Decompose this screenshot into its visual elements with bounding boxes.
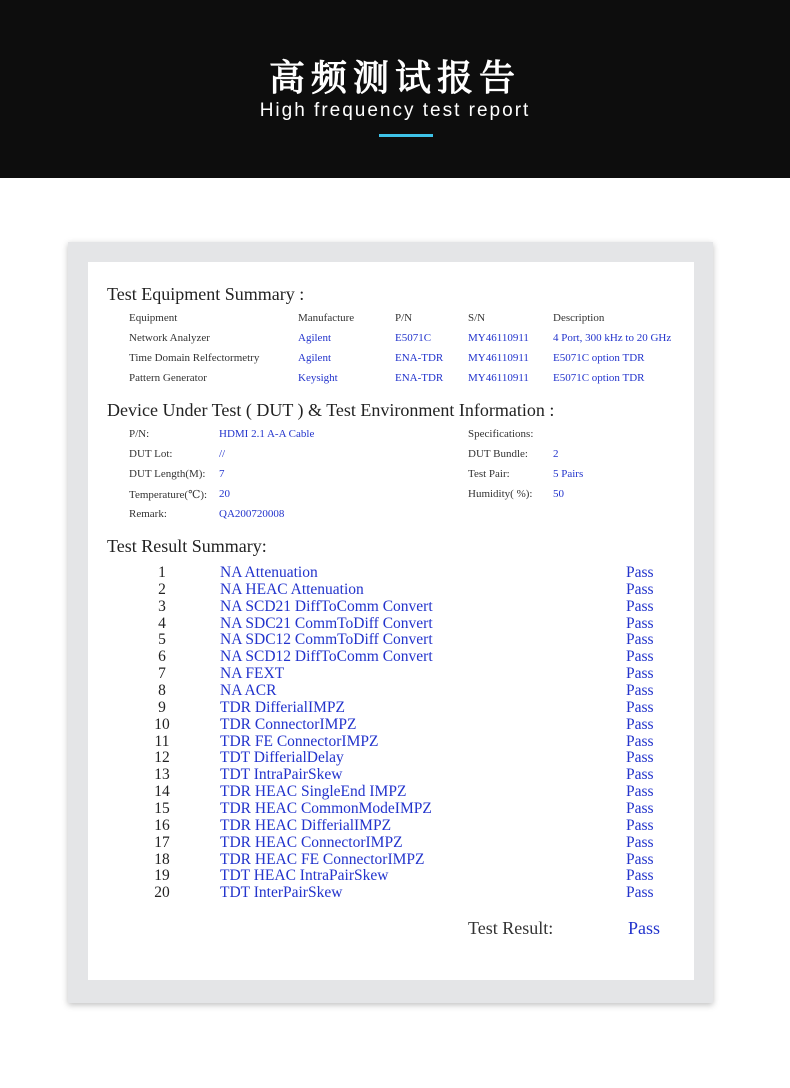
equipment-row-1-description: 4 Port, 300 kHz to 20 GHz [553, 332, 672, 344]
dut-lot-value: // [219, 448, 226, 460]
equipment-row-1-name: Network Analyzer [129, 332, 210, 344]
result-test-name: NA HEAC Attenuation [220, 580, 364, 598]
equipment-row-2-description: E5071C option TDR [553, 352, 645, 364]
page-title-cn: 高频测试报告 [268, 58, 521, 99]
equipment-row-1-sn: MY46110911 [468, 332, 529, 344]
result-number: 15 [154, 799, 170, 817]
result-number: 7 [158, 665, 166, 683]
result-number: 4 [158, 614, 166, 632]
dut-temperature-label: Temperature(℃): [129, 489, 208, 501]
equipment-row-3-description: E5071C option TDR [553, 372, 645, 384]
result-test-name: TDR HEAC SingleEnd IMPZ [220, 783, 407, 800]
result-test-name: NA FEXT [220, 665, 285, 683]
result-test-name: TDT InterPairSkew [220, 884, 343, 902]
result-status: Pass [626, 833, 654, 851]
result-status: Pass [626, 766, 654, 784]
dut-test-pair-value: 5 Pairs [553, 468, 584, 480]
equipment-col-pn: P/N [395, 312, 413, 324]
result-number: 11 [154, 732, 170, 750]
result-test-name: NA SCD21 DiffToComm Convert [220, 597, 433, 615]
result-test-name: NA SDC12 CommToDiff Convert [220, 631, 433, 649]
result-test-name: TDT DifferialDelay [220, 749, 344, 767]
equipment-row-2-sn: MY46110911 [468, 352, 529, 364]
result-number: 19 [154, 867, 170, 885]
result-number: 13 [154, 766, 170, 784]
final-result-value: Pass [628, 918, 661, 938]
result-status: Pass [626, 564, 654, 581]
dut-specifications-label: Specifications: [468, 428, 534, 440]
result-test-name: NA SDC21 CommToDiff Convert [220, 614, 433, 632]
result-status: Pass [626, 732, 654, 750]
result-test-name: TDR HEAC ConnectorIMPZ [220, 833, 403, 851]
result-status: Pass [626, 783, 654, 800]
result-number: 17 [154, 833, 170, 851]
dut-length-label: DUT Length(M): [129, 468, 206, 480]
result-status: Pass [626, 682, 654, 699]
dut-length-value: 7 [219, 468, 225, 480]
dut-pn-value: HDMI 2.1 A-A Cable [219, 428, 315, 440]
equipment-col-manufacture: Manufacture [298, 312, 355, 324]
result-test-name: TDR HEAC CommonModeIMPZ [220, 799, 432, 817]
equipment-row-3-sn: MY46110911 [468, 372, 529, 384]
result-number: 14 [154, 783, 170, 800]
equipment-row-2-name: Time Domain Relfectormetry [129, 352, 260, 364]
equipment-row-2-pn: ENA-TDR [395, 352, 444, 364]
result-test-name: TDR HEAC FE ConnectorIMPZ [220, 850, 425, 868]
page-title-en: High frequency test report [259, 100, 531, 121]
dut-remark-value: QA200720008 [219, 508, 285, 520]
result-number: 12 [154, 749, 170, 767]
result-status: Pass [626, 799, 654, 817]
dut-lot-label: DUT Lot: [129, 448, 173, 460]
result-test-name: TDT IntraPairSkew [220, 766, 343, 784]
dut-bundle-value: 2 [553, 448, 559, 460]
title-underline [379, 134, 433, 137]
equipment-row-3-name: Pattern Generator [129, 372, 207, 384]
result-status: Pass [626, 884, 654, 902]
result-status: Pass [626, 580, 654, 598]
result-number: 1 [158, 564, 166, 581]
result-test-name: TDR ConnectorIMPZ [220, 715, 357, 733]
equipment-row-2-manufacture: Agilent [298, 352, 331, 364]
dut-remark-label: Remark: [129, 508, 167, 520]
result-number: 16 [154, 816, 170, 834]
result-status: Pass [626, 665, 654, 683]
result-status: Pass [626, 597, 654, 615]
dut-heading: Device Under Test ( DUT ) & Test Environment Information : [107, 400, 555, 420]
dut-humidity-value: 50 [553, 488, 564, 500]
header-banner [0, 0, 790, 178]
result-status: Pass [626, 698, 654, 716]
result-status: Pass [626, 648, 654, 666]
result-number: 5 [158, 631, 166, 649]
dut-humidity-label: Humidity( %): [468, 488, 533, 500]
equipment-row-3-pn: ENA-TDR [395, 372, 444, 384]
result-number: 9 [158, 698, 166, 716]
result-status: Pass [626, 631, 654, 649]
dut-temperature-value: 20 [219, 488, 230, 500]
result-status: Pass [626, 614, 654, 632]
result-test-name: NA ACR [220, 682, 277, 699]
result-test-name: TDR HEAC DifferialIMPZ [220, 816, 392, 834]
result-status: Pass [626, 816, 654, 834]
equipment-col-description: Description [553, 312, 605, 324]
equipment-col-sn: S/N [468, 312, 486, 324]
result-test-name: TDR DifferialIMPZ [220, 698, 345, 716]
result-status: Pass [626, 850, 654, 868]
result-status: Pass [626, 715, 654, 733]
result-number: 8 [158, 682, 166, 699]
result-number: 18 [154, 850, 170, 868]
result-test-name: TDR FE ConnectorIMPZ [220, 732, 379, 750]
equipment-row-3-manufacture: Keysight [298, 372, 338, 384]
equipment-heading: Test Equipment Summary : [107, 284, 305, 304]
dut-pn-label: P/N: [129, 428, 150, 440]
result-number: 20 [154, 884, 170, 902]
result-number: 6 [158, 648, 166, 666]
equipment-row-1-manufacture: Agilent [298, 332, 331, 344]
dut-bundle-label: DUT Bundle: [468, 448, 528, 460]
result-test-name: NA SCD12 DiffToComm Convert [220, 648, 433, 666]
result-number: 2 [158, 580, 166, 598]
final-result-label: Test Result: [468, 918, 554, 938]
result-number: 10 [154, 715, 170, 733]
result-status: Pass [626, 867, 654, 885]
results-heading: Test Result Summary: [107, 536, 267, 556]
result-status: Pass [626, 749, 654, 767]
equipment-col-equipment: Equipment [129, 312, 178, 324]
result-number: 3 [158, 597, 166, 615]
equipment-row-1-pn: E5071C [395, 332, 432, 344]
result-test-name: NA Attenuation [220, 564, 318, 581]
dut-test-pair-label: Test Pair: [468, 468, 510, 480]
result-test-name: TDT HEAC IntraPairSkew [220, 867, 389, 885]
